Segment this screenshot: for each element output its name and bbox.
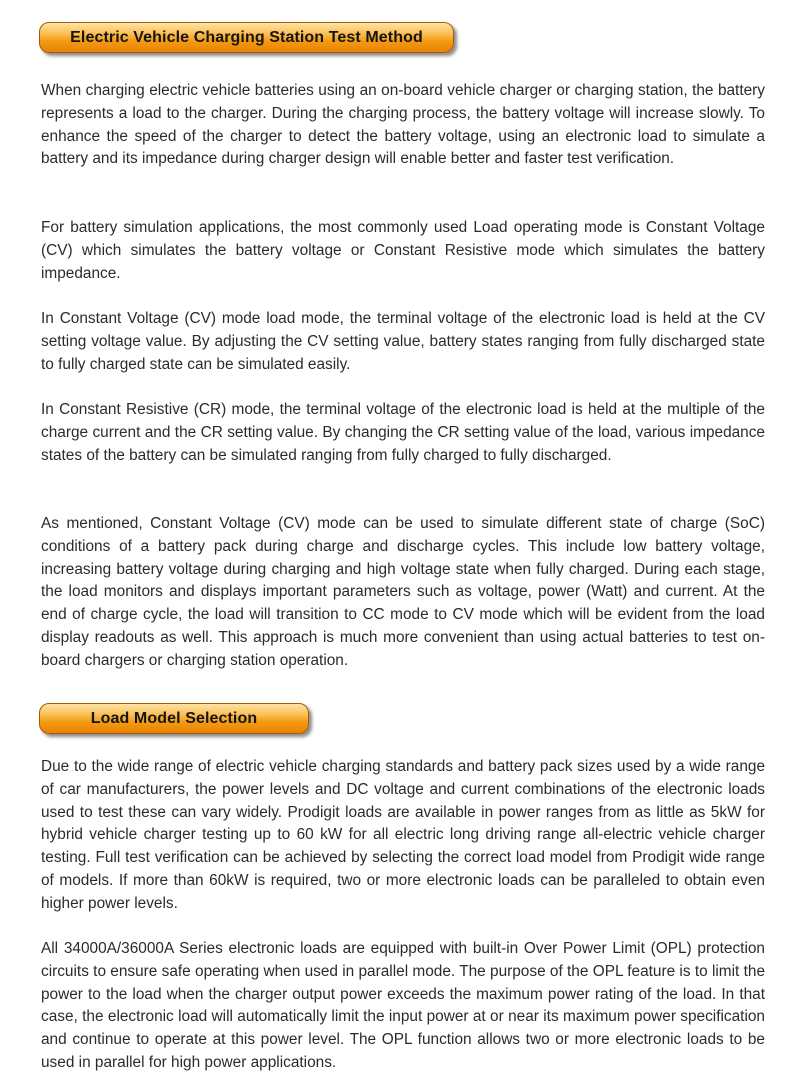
paragraph-battery-simulation-modes: For battery simulation applications, the most commonly used Load operating mode is Constant Voltage (CV) which simulates the battery voltage or Constant Resistive mode which simulates the battery impedance.: [41, 219, 765, 282]
paragraph-battery-load-intro: When charging electric vehicle batteries using an on-board vehicle charger or charging station, the battery represents a load to the charger. During the charging process, the battery voltage will increase slowly. To enhance the speed of the charger to detect the battery voltage, using an electronic load to simulate a battery and its impedance during charger design will enable better and faster test verification.: [41, 82, 765, 168]
paragraph-opl-protection: All 34000A/36000A Series electronic loads are equipped with built-in Over Power Limit (OPL) protection circuits to ensure safe operating when used in parallel mode. The purpose of the OPL feature is to limit the power to the load when the charger output power exceeds the maximum power rating of the load. In that case, the electronic load will automatically limit the input power at or near its maximum power specification and continue to operate at this power level. The OPL function allows two or more electronic loads to be used in parallel for high power applications.: [41, 940, 765, 1071]
paragraph-load-power-ranges: Due to the wide range of electric vehicle charging standards and battery pack sizes used by a wide range of car manufacturers, the power levels and DC voltage and current combinations of the electronic loads used to test these can vary widely. Prodigit loads are available in power ranges from as little as 5kW for hybrid vehicle charger testing up to 60 kW for all electric long driving range all-electric vehicle charger testing. Full test verification can be achieved by selecting the correct load model from Prodigit wide range of models. If more than 60kW is required, two or more electronic loads can be paralleled to obtain even higher power levels.: [41, 758, 765, 912]
section-header-ev-charging-test-method: [39, 22, 454, 53]
paragraph-cr-mode: In Constant Resistive (CR) mode, the terminal voltage of the electronic load is held at the multiple of the charge current and the CR setting value. By changing the CR setting value of the load, various impedance states of the battery can be simulated ranging from fully charged to fully discharged.: [41, 401, 765, 464]
section-title: Electric Vehicle Charging Station Test Method: [70, 28, 423, 46]
section-header-load-model-selection: [39, 703, 309, 734]
section-title: Load Model Selection: [90, 709, 258, 727]
paragraph-cv-mode: In Constant Voltage (CV) mode load mode, the terminal voltage of the electronic load is held at the CV setting voltage value. By adjusting the CV setting value, battery states ranging from fully discharged state to fully charged state can be simulated easily.: [41, 310, 765, 373]
paragraph-soc-simulation: As mentioned, Constant Voltage (CV) mode can be used to simulate different state of charge (SoC) conditions of a battery pack during charge and discharge cycles. This include low battery voltage, increasing battery voltage during charging and high voltage state when fully charged. During each stage, the load monitors and displays important parameters such as voltage, power (Watt) and current. At the end of charge cycle, the load will transition to CC mode to CV mode which will be evident from the load display readouts as well. This approach is much more convenient than using actual batteries to test on-board chargers or charging station operation.: [41, 515, 765, 669]
